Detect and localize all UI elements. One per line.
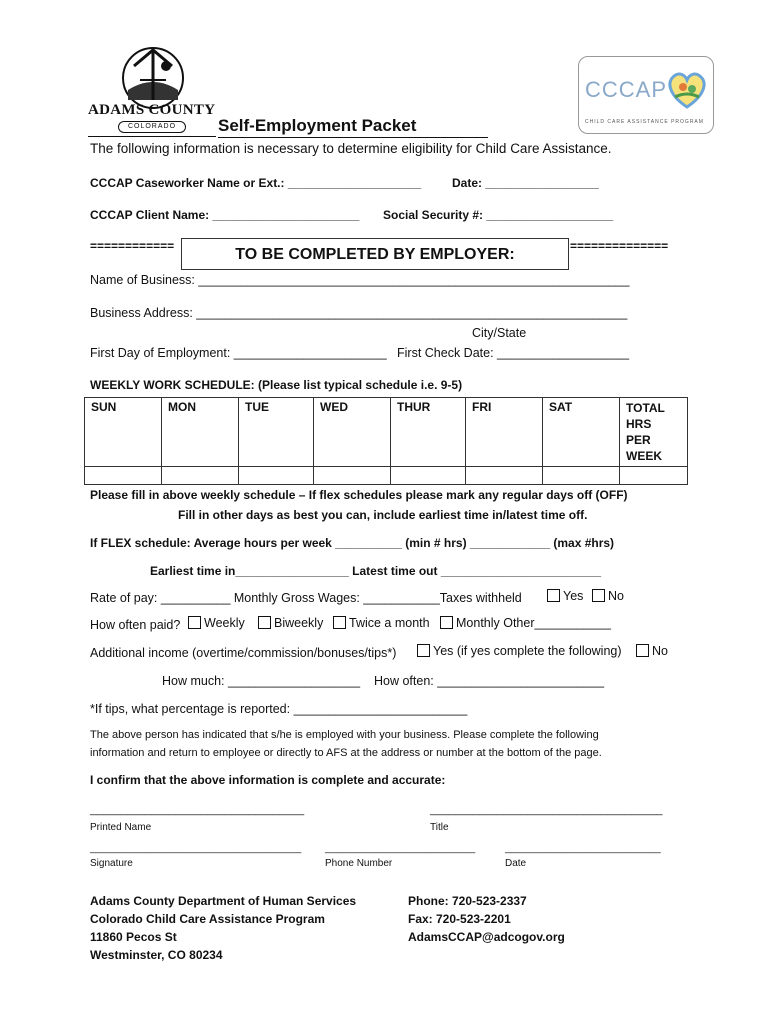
cccap-logo-subtitle: CHILD CARE ASSISTANCE PROGRAM <box>585 119 704 125</box>
schedule-cell-mon[interactable] <box>162 467 239 485</box>
earliest-latest-field[interactable]: Earliest time in_________________ Latest time out ________________________ <box>150 564 602 578</box>
taxes-yes-checkbox[interactable] <box>547 589 560 602</box>
taxes-no-option[interactable] <box>592 589 624 603</box>
employer-section-heading: TO BE COMPLETED BY EMPLOYER: <box>181 238 569 270</box>
page-title: Self-Employment Packet <box>218 116 417 135</box>
footer-org-name: Adams County Department of Human Services <box>90 894 357 908</box>
title-line[interactable]: ______________________________________ <box>430 804 663 816</box>
additional-income-no-label: No <box>652 644 668 658</box>
additional-income-yes-label: Yes (if yes complete the following) <box>433 644 622 658</box>
biweekly-option[interactable] <box>258 616 323 630</box>
footer-email[interactable]: AdamsCCAP@adcogov.org <box>408 930 565 944</box>
schedule-cell-tue[interactable] <box>239 467 314 485</box>
date-line[interactable]: ____________________________ <box>505 843 661 854</box>
schedule-cell-wed[interactable] <box>314 467 391 485</box>
additional-income-yes-option[interactable] <box>417 644 622 658</box>
schedule-note-2: Fill in other days as best you can, include earliest time in/latest time off. <box>178 508 588 522</box>
confirm-statement: I confirm that the above information is complete and accurate: <box>90 773 446 787</box>
schedule-cell-fri[interactable] <box>466 467 543 485</box>
footer-phone: Phone: 720-523-2337 <box>408 894 527 908</box>
how-often-paid-label: How often paid? <box>90 618 181 632</box>
how-much-field[interactable]: How much: ___________________ <box>162 674 361 688</box>
day-header-thur: THUR <box>391 398 466 467</box>
caseworker-field[interactable]: CCCAP Caseworker Name or Ext.: ____________________ <box>90 176 422 190</box>
additional-income-label: Additional income (overtime/commission/bonuses/tips*) <box>90 646 397 660</box>
day-header-wed: WED <box>314 398 391 467</box>
schedule-note-1: Please fill in above weekly schedule – If flex schedules please mark any regular days off (OFF) <box>90 488 628 502</box>
total-hours-header <box>620 398 688 467</box>
monthly-other-option[interactable] <box>440 616 611 630</box>
statement-line-2: information and return to employee or directly to AFS at the address or number at the bottom of the page. <box>90 747 602 759</box>
weekly-label: Weekly <box>204 616 245 630</box>
how-often-field[interactable]: How often: ________________________ <box>374 674 605 688</box>
footer-street: 11860 Pecos St <box>90 930 177 944</box>
footer-fax: Fax: 720-523-2201 <box>408 912 511 926</box>
monthly-other-label: Monthly Other___________ <box>456 616 611 630</box>
title-underline <box>218 137 488 138</box>
total-line-1: TOTAL <box>626 401 665 415</box>
printed-name-label: Printed Name <box>90 822 152 833</box>
day-header-mon: MON <box>162 398 239 467</box>
logo-state-badge: COLORADO <box>118 121 186 133</box>
adams-county-logo <box>88 44 218 134</box>
taxes-no-checkbox[interactable] <box>592 589 605 602</box>
day-header-tue: TUE <box>239 398 314 467</box>
logo-underline <box>88 136 216 137</box>
business-address-field[interactable]: Business Address: ______________________________________________________________ <box>90 306 628 320</box>
taxes-no-label: No <box>608 589 624 603</box>
tips-percentage-field[interactable]: *If tips, what percentage is reported: _________________________ <box>90 702 468 716</box>
twice-month-label: Twice a month <box>349 616 430 630</box>
cccap-logo <box>578 56 714 134</box>
biweekly-label: Biweekly <box>274 616 324 630</box>
business-name-field[interactable]: Name of Business: ______________________________________________________________ <box>90 273 630 287</box>
phone-number-label: Phone Number <box>325 858 393 869</box>
taxes-yes-label: Yes <box>563 589 584 603</box>
schedule-heading: WEEKLY WORK SCHEDULE: (Please list typical schedule i.e. 9-5) <box>90 378 463 392</box>
phone-number-line[interactable]: ___________________________ <box>325 843 476 854</box>
twice-month-option[interactable] <box>333 616 430 630</box>
schedule-cell-total[interactable] <box>620 467 688 485</box>
schedule-cell-thur[interactable] <box>391 467 466 485</box>
footer-address <box>90 892 356 964</box>
total-line-2: HRS <box>626 417 652 431</box>
signature-line[interactable]: ______________________________________ <box>90 843 302 854</box>
first-day-field[interactable]: First Day of Employment: ______________________ <box>90 346 387 360</box>
schedule-cell-sat[interactable] <box>543 467 620 485</box>
day-header-sun: SUN <box>85 398 162 467</box>
date-label: Date <box>505 858 527 869</box>
footer-city: Westminster, CO 80234 <box>90 948 223 962</box>
ssn-field[interactable]: Social Security #: ___________________ <box>383 208 614 222</box>
schedule-cell-sun[interactable] <box>85 467 162 485</box>
printed-name-line[interactable]: ___________________________________ <box>90 804 305 816</box>
monthly-other-checkbox[interactable] <box>440 616 453 629</box>
signature-label: Signature <box>90 858 133 869</box>
rate-of-pay-field[interactable]: Rate of pay: __________ Monthly Gross Wages: ___________Taxes withheld <box>90 591 522 605</box>
first-check-field[interactable]: First Check Date: ___________________ <box>397 346 630 360</box>
additional-income-no-checkbox[interactable] <box>636 644 649 657</box>
intro-text: The following information is necessary to determine eligibility for Child Care Assistance. <box>90 141 612 156</box>
city-state-label: City/State <box>472 326 527 340</box>
logo-county-name: ADAMS COUNTY <box>88 102 216 118</box>
weekly-schedule-table <box>84 397 688 485</box>
additional-income-no-option[interactable] <box>636 644 668 658</box>
weekly-option[interactable] <box>188 616 245 630</box>
flex-schedule-field[interactable]: If FLEX schedule: Average hours per week __________ (min # hrs) ____________ (max #hrs) <box>90 536 615 550</box>
twice-month-checkbox[interactable] <box>333 616 346 629</box>
weekly-checkbox[interactable] <box>188 616 201 629</box>
day-header-sat: SAT <box>543 398 620 467</box>
client-name-field[interactable]: CCCAP Client Name: ______________________ <box>90 208 360 222</box>
cccap-logo-text: CCCAP <box>585 77 668 102</box>
footer-contact <box>408 892 565 946</box>
date-field[interactable]: Date: _________________ <box>452 176 599 190</box>
separator-right: ============== <box>570 239 669 253</box>
separator-left: ============ <box>90 239 175 253</box>
footer-program-name: Colorado Child Care Assistance Program <box>90 912 325 926</box>
day-header-fri: FRI <box>466 398 543 467</box>
title-label: Title <box>430 822 449 833</box>
biweekly-checkbox[interactable] <box>258 616 271 629</box>
taxes-yes-option[interactable] <box>547 589 583 603</box>
heart-icon <box>665 67 709 111</box>
statement-line-1: The above person has indicated that s/he is employed with your business. Please complete the following <box>90 729 599 741</box>
total-line-3: PER WEEK <box>626 433 662 463</box>
additional-income-yes-checkbox[interactable] <box>417 644 430 657</box>
